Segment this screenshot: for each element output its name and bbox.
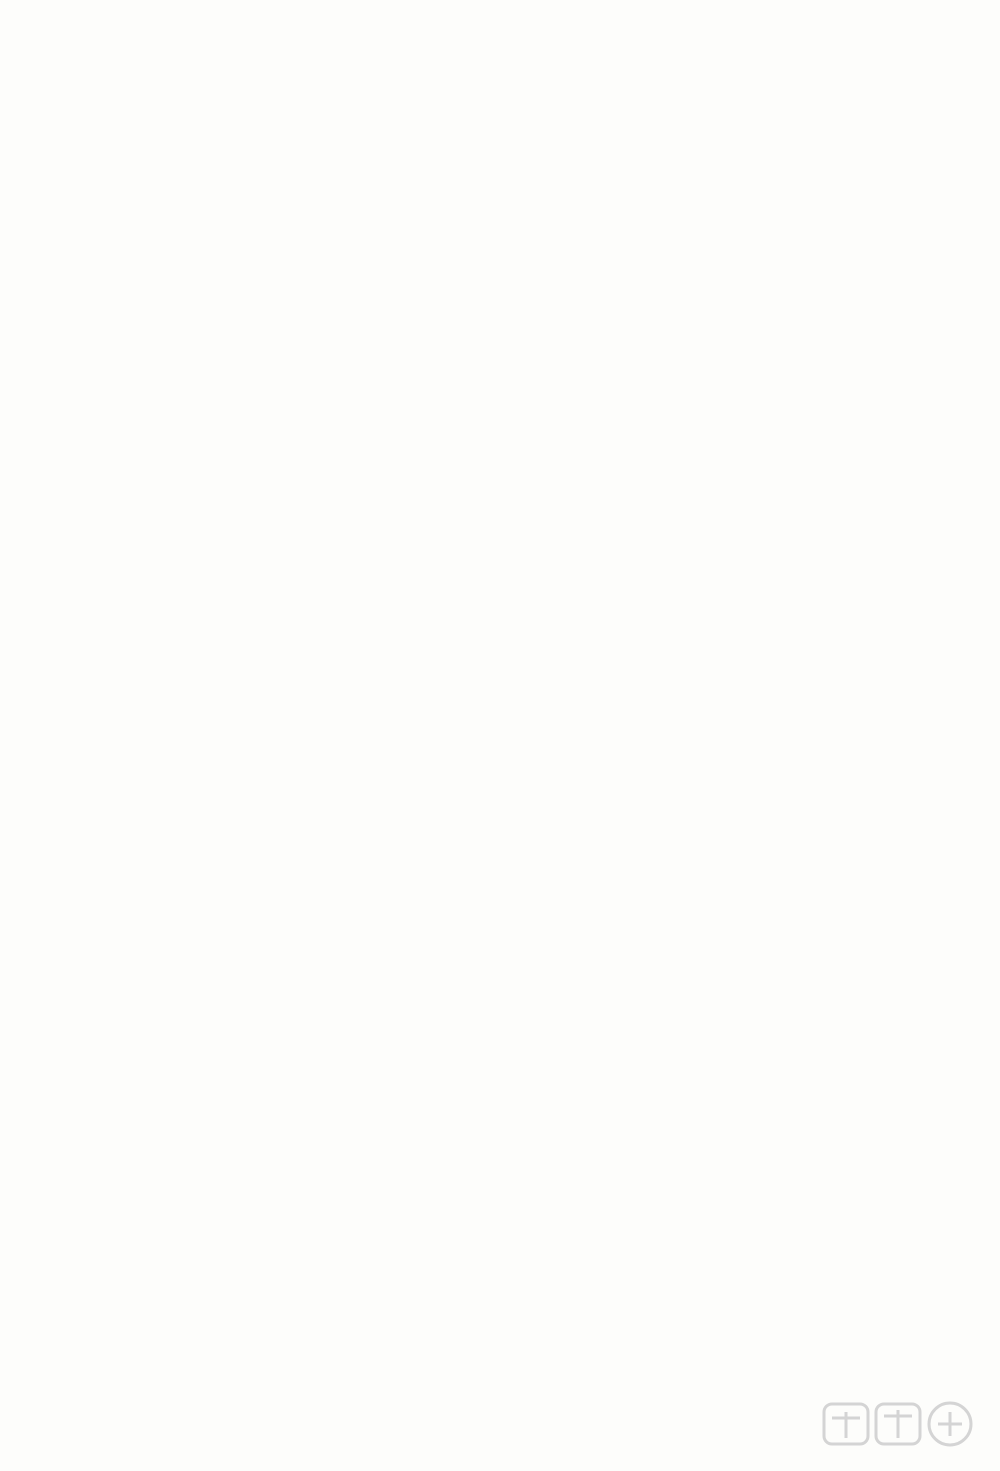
watermark-logo — [812, 1398, 992, 1468]
